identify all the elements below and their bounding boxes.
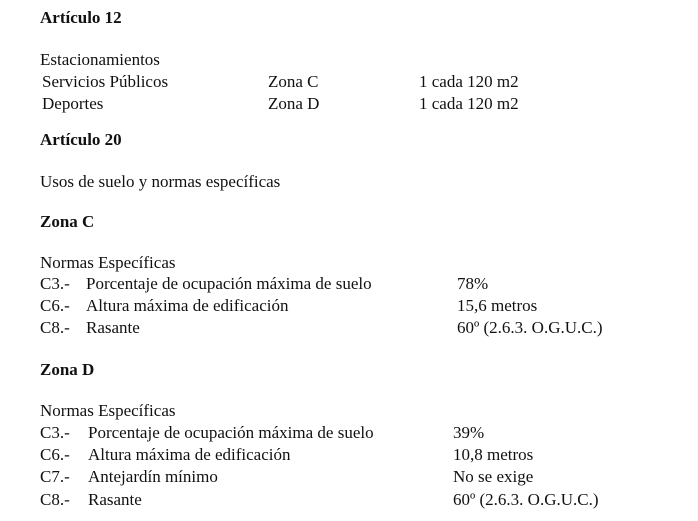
parking-title: Estacionamientos: [40, 50, 160, 69]
parking-use: Servicios Públicos: [42, 72, 169, 91]
norm-label: Rasante: [86, 318, 140, 337]
article-20-subtitle: Usos de suelo y normas específicas: [40, 172, 281, 191]
norm-code: C7.-: [40, 467, 70, 486]
norm-value: 60º (2.6.3. O.G.U.C.): [457, 318, 603, 337]
zona-d-heading: Zona D: [40, 360, 95, 379]
norm-code: C3.-: [40, 423, 70, 442]
zona-c-norms-title: Normas Específicas: [40, 253, 176, 272]
norm-value: 10,8 metros: [453, 445, 534, 464]
norm-label: Altura máxima de edificación: [88, 445, 291, 464]
article-12-heading: Artículo 12: [40, 8, 122, 27]
norm-label: Altura máxima de edificación: [86, 296, 289, 315]
norm-value: 60º (2.6.3. O.G.U.C.): [453, 490, 599, 509]
norm-code: C8.-: [40, 490, 70, 509]
norm-label: Porcentaje de ocupación máxima de suelo: [88, 423, 374, 442]
zona-c-heading: Zona C: [40, 212, 95, 231]
norm-value: 39%: [453, 423, 485, 442]
parking-rate: 1 cada 120 m2: [419, 94, 519, 113]
norm-label: Antejardín mínimo: [88, 467, 218, 486]
parking-use: Deportes: [42, 94, 104, 113]
norm-code: C6.-: [40, 445, 70, 464]
norm-label: Rasante: [88, 490, 142, 509]
norm-value: 78%: [457, 274, 489, 293]
parking-zone: Zona C: [268, 72, 319, 91]
norm-code: C3.-: [40, 274, 70, 293]
norm-value: 15,6 metros: [457, 296, 538, 315]
parking-rate: 1 cada 120 m2: [419, 72, 519, 91]
article-20-heading: Artículo 20: [40, 130, 122, 149]
norm-value: No se exige: [453, 467, 534, 486]
norm-code: C6.-: [40, 296, 70, 315]
zona-d-norms-title: Normas Específicas: [40, 401, 176, 420]
norm-label: Porcentaje de ocupación máxima de suelo: [86, 274, 372, 293]
norm-code: C8.-: [40, 318, 70, 337]
parking-zone: Zona D: [268, 94, 320, 113]
